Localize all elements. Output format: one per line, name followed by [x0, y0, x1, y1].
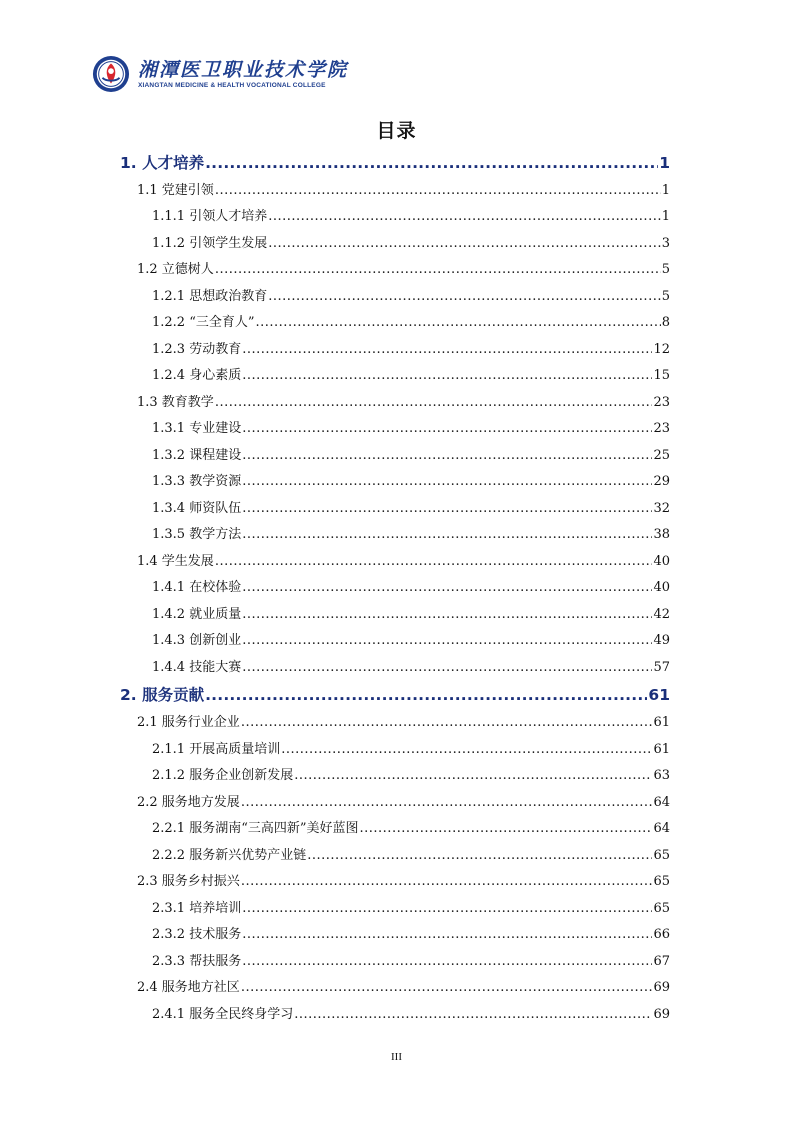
toc-leader-dots — [241, 980, 653, 996]
toc-entry-label: 2.1.2 服务企业创新发展 — [152, 768, 294, 783]
toc-entry-label: 1.2.4 身心素质 — [152, 368, 242, 383]
toc-entry-label: 1.3.5 教学方法 — [152, 527, 242, 542]
page-number: III — [391, 1051, 402, 1063]
toc-leader-dots — [242, 927, 652, 943]
toc-leader-dots — [242, 342, 652, 358]
toc-leader-dots — [242, 501, 652, 517]
toc-entry-label: 1.2.3 劳动教育 — [152, 342, 242, 357]
toc-entry-page: 65 — [653, 874, 670, 889]
toc-entry[interactable] — [152, 315, 670, 331]
toc-leader-dots — [241, 715, 653, 731]
toc-entry[interactable] — [152, 742, 670, 758]
toc-entry-label: 1.3 教育教学 — [137, 395, 214, 410]
toc-leader-dots — [205, 686, 647, 705]
toc-entry[interactable] — [152, 501, 670, 517]
toc-entry-page: 38 — [653, 527, 670, 542]
toc-entry[interactable] — [152, 1007, 670, 1023]
toc-entry[interactable] — [152, 607, 670, 623]
toc-leader-dots — [307, 848, 652, 864]
toc-entry-label: 1.3.1 专业建设 — [152, 421, 242, 436]
toc-leader-dots — [281, 742, 652, 758]
toc-leader-dots — [242, 580, 652, 596]
toc-entry-label: 2.3.3 帮扶服务 — [152, 954, 242, 969]
toc-entry-page: 12 — [653, 342, 670, 357]
toc-entry-label: 1.4.4 技能大赛 — [152, 660, 242, 675]
college-logo-icon — [92, 55, 130, 93]
toc-leader-dots — [294, 768, 652, 784]
toc-entry-label: 2.4 服务地方社区 — [137, 980, 240, 995]
toc-entry-page: 25 — [653, 448, 670, 463]
toc-entry-page: 61 — [653, 742, 670, 757]
toc-entry-label: 1.4.2 就业质量 — [152, 607, 242, 622]
toc-entry-page: 3 — [661, 236, 670, 251]
toc-entry[interactable] — [120, 154, 670, 173]
toc-entry-page: 49 — [653, 633, 670, 648]
document-header — [92, 52, 348, 96]
toc-entry-label: 2.3.2 技术服务 — [152, 927, 242, 942]
toc-entry-label: 2.4.1 服务全民终身学习 — [152, 1007, 294, 1022]
toc-leader-dots — [241, 795, 653, 811]
toc-entry[interactable] — [152, 527, 670, 543]
toc-entry-label: 1.1 党建引领 — [137, 183, 214, 198]
toc-leader-dots — [268, 289, 661, 305]
toc-entry[interactable] — [152, 633, 670, 649]
toc-entry-label: 1.2 立德树人 — [137, 262, 214, 277]
toc-entry[interactable] — [152, 954, 670, 970]
toc-entry-page: 8 — [661, 315, 670, 330]
toc-entry[interactable] — [137, 795, 670, 811]
toc-leader-dots — [242, 954, 652, 970]
toc-entry-label: 2.2.2 服务新兴优势产业链 — [152, 848, 307, 863]
toc-entry-page: 15 — [653, 368, 670, 383]
toc-entry[interactable] — [152, 289, 670, 305]
toc-entry[interactable] — [137, 980, 670, 996]
toc-entry[interactable] — [152, 421, 670, 437]
toc-entry-label: 1.3.4 师资队伍 — [152, 501, 242, 516]
toc-entry[interactable] — [152, 927, 670, 943]
toc-leader-dots — [242, 448, 652, 464]
toc-entry-label: 1.2.1 思想政治教育 — [152, 289, 268, 304]
toc-entry-page: 5 — [661, 262, 670, 277]
toc-entry-page: 64 — [653, 795, 670, 810]
toc-entry-label: 1. 人才培养 — [120, 154, 205, 172]
toc-leader-dots — [242, 421, 652, 437]
toc-leader-dots — [268, 209, 661, 225]
toc-leader-dots — [215, 395, 653, 411]
toc-entry-page: 32 — [653, 501, 670, 516]
toc-entry[interactable] — [152, 901, 670, 917]
toc-leader-dots — [242, 368, 652, 384]
toc-entry-label: 1.4.3 创新创业 — [152, 633, 242, 648]
toc-entry[interactable] — [152, 821, 670, 837]
toc-entry[interactable] — [152, 448, 670, 464]
toc-entry-page: 65 — [653, 848, 670, 863]
toc-leader-dots — [242, 901, 652, 917]
toc-leader-dots — [215, 554, 653, 570]
toc-entry-page: 63 — [653, 768, 670, 783]
toc-entry[interactable] — [120, 686, 670, 705]
college-name-en: XIANGTAN MEDICINE & HEALTH VOCATIONAL COLLEGE — [138, 81, 326, 89]
toc-entry[interactable] — [137, 262, 670, 278]
toc-entry-page: 61 — [653, 715, 670, 730]
toc-entry-page: 57 — [653, 660, 670, 675]
toc-entry-page: 61 — [648, 686, 670, 704]
toc-entry-label: 2.3.1 培养培训 — [152, 901, 242, 916]
toc-entry-page: 1 — [659, 154, 670, 172]
toc-entry-label: 2.1 服务行业企业 — [137, 715, 240, 730]
toc-leader-dots — [294, 1007, 652, 1023]
toc-entry-page: 40 — [653, 554, 670, 569]
toc-entry-label: 1.1.1 引领人才培养 — [152, 209, 268, 224]
toc-leader-dots — [215, 183, 661, 199]
toc-entry-label: 2.2 服务地方发展 — [137, 795, 240, 810]
toc-entry-label: 1.2.2 “三全育人” — [152, 315, 255, 330]
toc-entry-page: 5 — [661, 289, 670, 304]
toc-leader-dots — [242, 527, 652, 543]
toc-leader-dots — [242, 633, 652, 649]
toc-entry-page: 69 — [653, 1007, 670, 1022]
toc-entry-label: 1.1.2 引领学生发展 — [152, 236, 268, 251]
toc-entry[interactable] — [152, 660, 670, 676]
toc-entry[interactable] — [137, 395, 670, 411]
toc-entry-label: 2.1.1 开展高质量培训 — [152, 742, 281, 757]
toc-leader-dots — [241, 874, 653, 890]
toc-entry-page: 23 — [653, 395, 670, 410]
toc-leader-dots — [242, 474, 652, 490]
toc-entry[interactable] — [152, 474, 670, 490]
toc-entry[interactable] — [152, 236, 670, 252]
toc-entry-page: 42 — [653, 607, 670, 622]
toc-entry-page: 69 — [653, 980, 670, 995]
toc-leader-dots — [268, 236, 661, 252]
toc-entry-page: 67 — [653, 954, 670, 969]
toc-entry[interactable] — [137, 715, 670, 731]
toc-leader-dots — [242, 660, 652, 676]
toc-entry-label: 2. 服务贡献 — [120, 686, 205, 704]
toc-entry[interactable] — [152, 848, 670, 864]
toc-entry[interactable] — [152, 768, 670, 784]
toc-entry-page: 23 — [653, 421, 670, 436]
toc-entry-label: 2.3 服务乡村振兴 — [137, 874, 240, 889]
toc-entry[interactable] — [152, 342, 670, 358]
toc-entry[interactable] — [137, 554, 670, 570]
toc-entry-page: 1 — [661, 209, 670, 224]
toc-entry-page: 1 — [661, 183, 670, 198]
college-name-cn: 湘潭医卫职业技术学院 — [138, 58, 349, 81]
toc-entry-page: 40 — [653, 580, 670, 595]
toc-leader-dots — [215, 262, 661, 278]
toc-entry-page: 64 — [653, 821, 670, 836]
toc-entry-label: 2.2.1 服务湖南“三高四新”美好蓝图 — [152, 821, 359, 836]
toc-entry-label: 1.4.1 在校体验 — [152, 580, 242, 595]
toc-leader-dots — [256, 315, 661, 331]
toc-leader-dots — [242, 607, 652, 623]
toc-entry-label: 1.3.3 教学资源 — [152, 474, 242, 489]
toc-entry-label: 1.4 学生发展 — [137, 554, 214, 569]
toc-leader-dots — [205, 154, 658, 173]
college-brand — [138, 59, 348, 90]
toc-entry[interactable] — [137, 874, 670, 890]
toc-entry[interactable] — [137, 183, 670, 199]
toc-entry[interactable] — [152, 209, 670, 225]
toc-entry-page: 66 — [653, 927, 670, 942]
toc-leader-dots — [360, 821, 653, 837]
toc-entry-page: 29 — [653, 474, 670, 489]
toc-entry[interactable] — [152, 368, 670, 384]
page-title: 目录 — [376, 120, 417, 142]
toc-entry[interactable] — [152, 580, 670, 596]
toc-entry-label: 1.3.2 课程建设 — [152, 448, 242, 463]
toc-entry-page: 65 — [653, 901, 670, 916]
